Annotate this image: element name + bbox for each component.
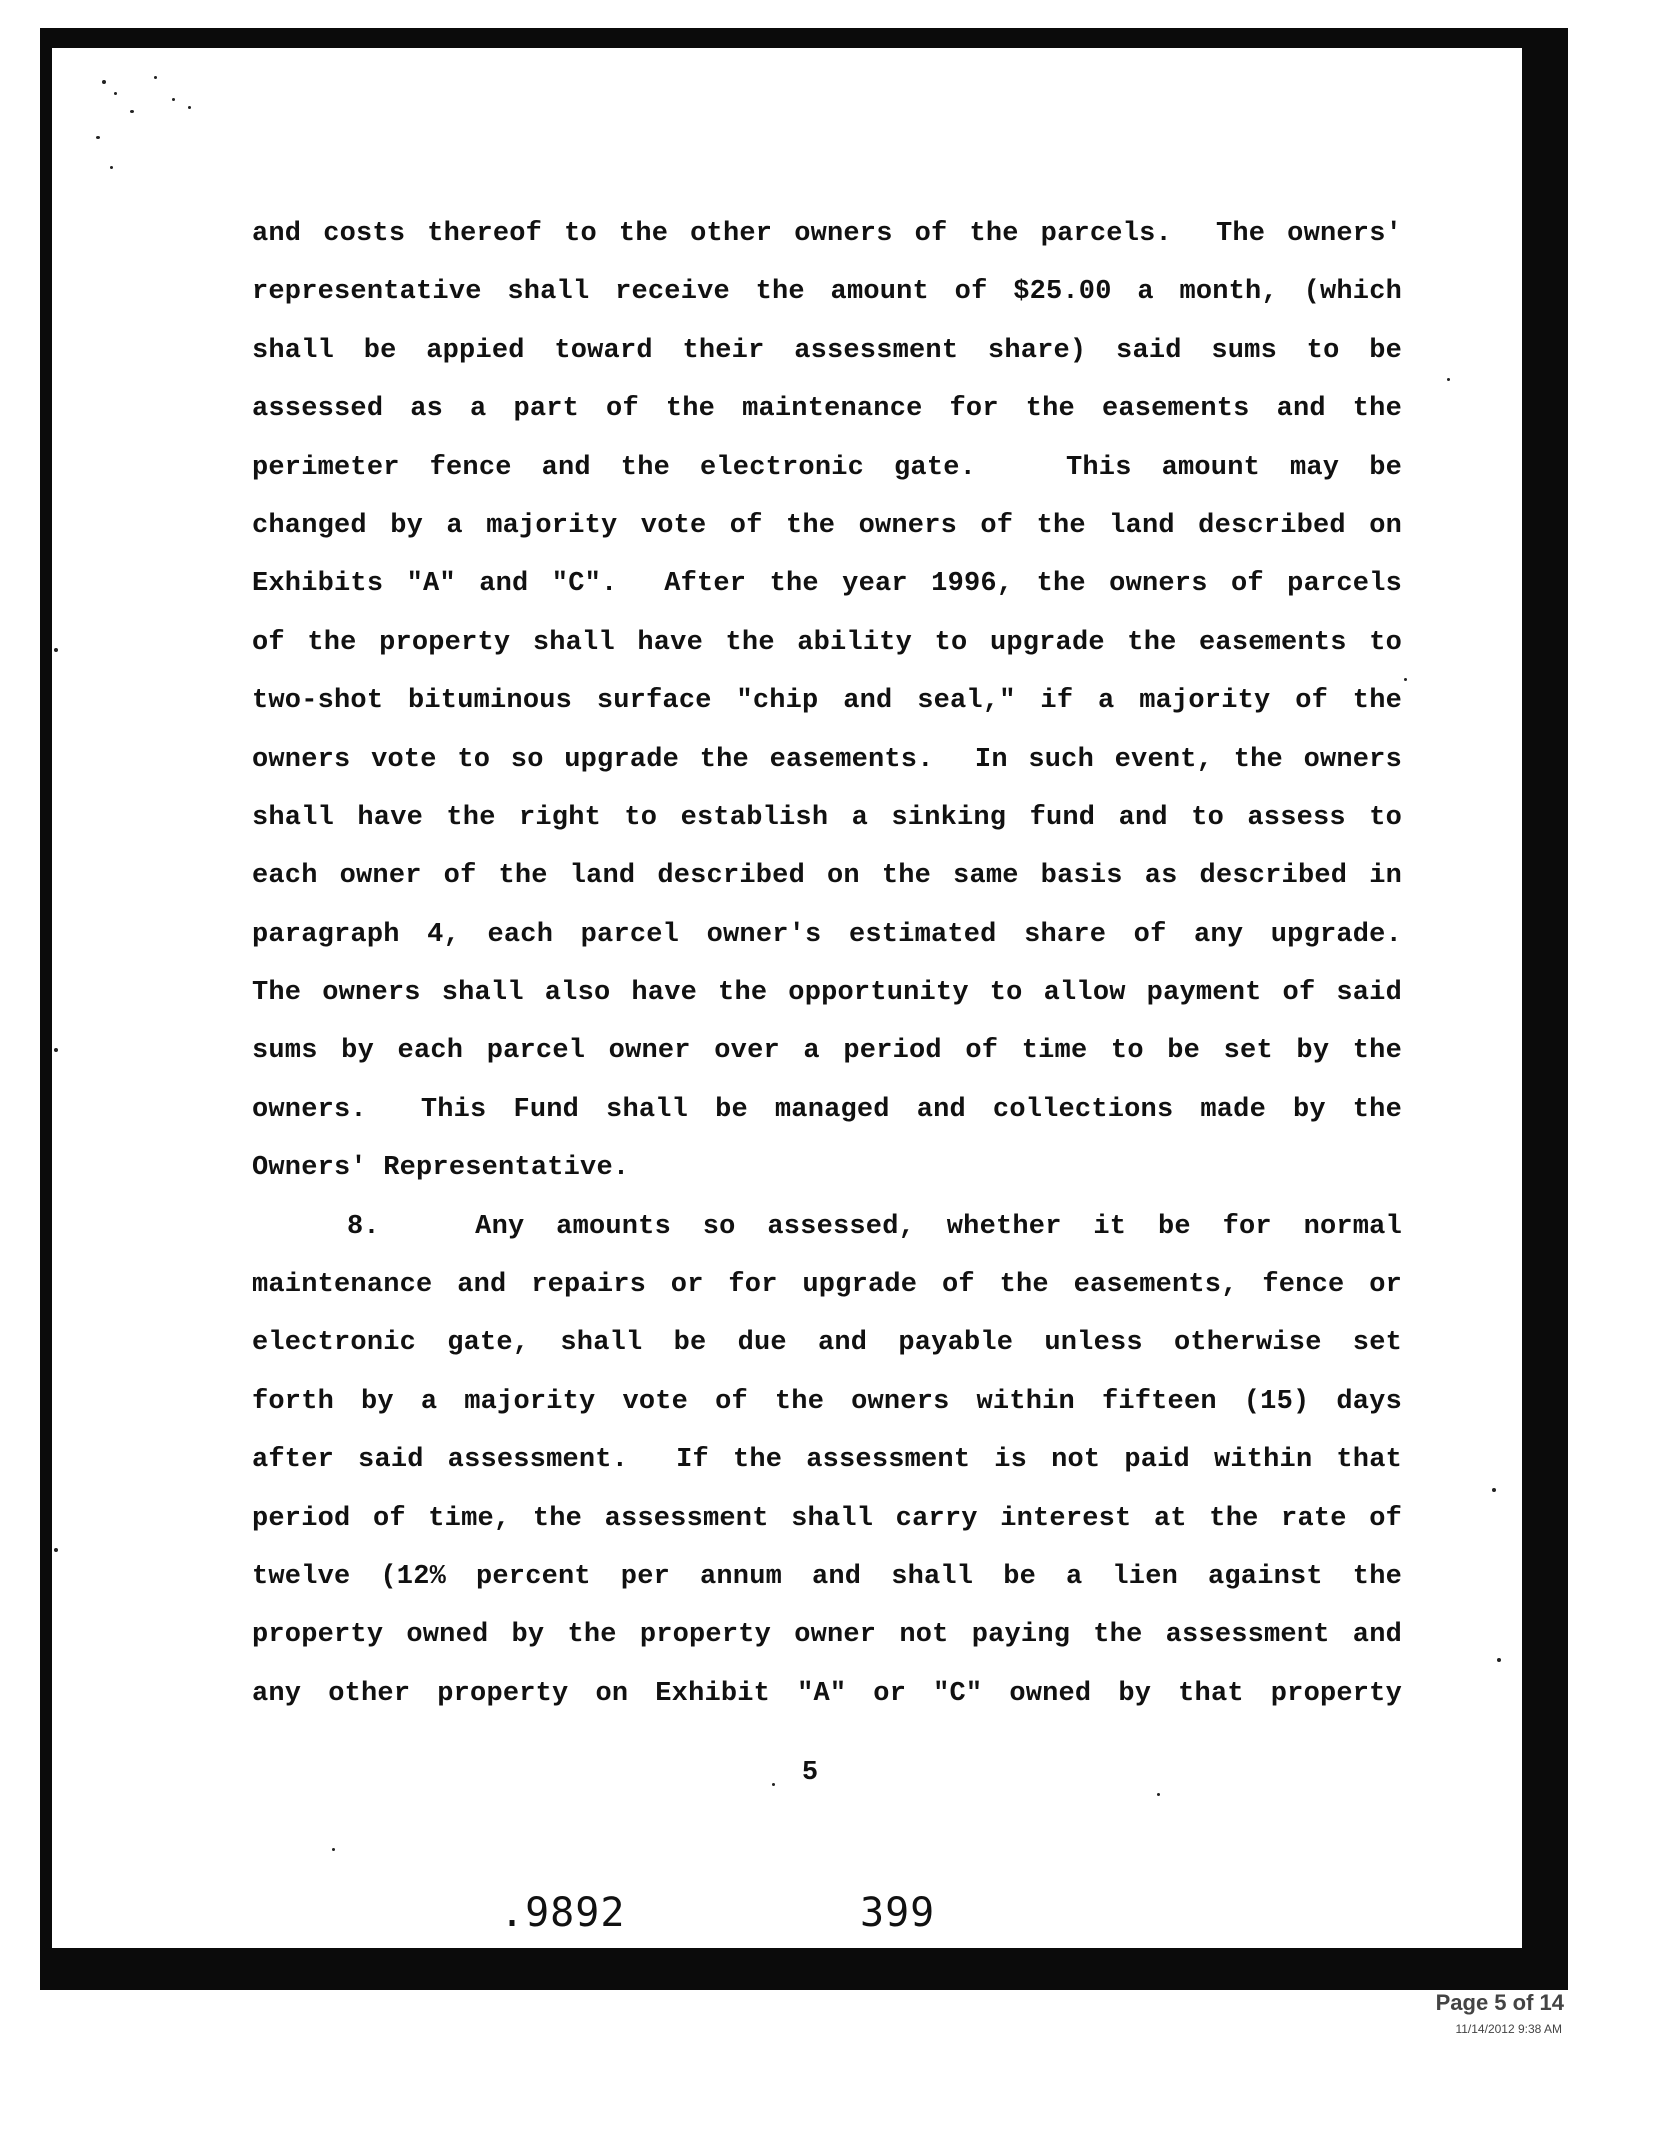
scan-speck [114, 92, 117, 95]
text-line: perimeter fence and the electronic gate. This amount may be [252, 452, 1402, 483]
text-line: of the property shall have the ability to upgrade the easements to [252, 627, 1402, 658]
text-line: Exhibits "A" and "C". After the year 1996, the owners of parcels [252, 569, 1402, 600]
scan-speck [188, 106, 191, 109]
text-line: each owner of the land described on the same basis as described in [252, 861, 1402, 892]
text-line: owners vote to so upgrade the easements. In such event, the owners [252, 744, 1402, 775]
scan-speck [154, 76, 157, 79]
text-line: The owners shall also have the opportunity to allow payment of said [252, 978, 1402, 1009]
scan-speck [1492, 1488, 1496, 1492]
text-line: forth by a majority vote of the owners within fifteen (15) days [252, 1386, 1402, 1417]
scan-speck [1497, 1658, 1501, 1662]
scan-speck [1404, 678, 1407, 681]
print-timestamp: 11/14/2012 9:38 AM [1455, 2022, 1562, 2036]
text-line: changed by a majority vote of the owners of the land described on [252, 510, 1402, 541]
document-body [252, 205, 1402, 1723]
scan-speck [96, 136, 100, 139]
text-line: two-shot bituminous surface "chip and seal," if a majority of the [252, 686, 1402, 717]
text-line: Owners' Representative. [252, 1153, 630, 1184]
text-line: representative shall receive the amount of $25.00 a month, (which [252, 277, 1402, 308]
scan-speck [110, 166, 113, 169]
paragraph-8-start: 8. Any amounts so assessed, whether it be for normal [347, 1211, 1402, 1242]
scan-speck [54, 1048, 58, 1052]
scan-speck [772, 1783, 775, 1786]
page-indicator: Page 5 of 14 [1435, 1990, 1564, 2015]
text-line: period of time, the assessment shall carry interest at the rate of [252, 1503, 1402, 1534]
scan-speck [102, 80, 106, 84]
text-line: property owned by the property owner not paying the assessment and [252, 1620, 1402, 1651]
text-line: shall be appied toward their assessment share) said sums to be [252, 335, 1402, 366]
scan-speck [1157, 1793, 1160, 1796]
recording-book-number: .9892 [500, 1890, 626, 1936]
page-number: 5 [801, 1758, 819, 1788]
scan-speck [130, 110, 134, 113]
scan-speck [54, 648, 58, 652]
scan-speck [54, 1548, 58, 1552]
text-line: maintenance and repairs or for upgrade of the easements, fence or [252, 1270, 1402, 1301]
text-line: paragraph 4, each parcel owner's estimated share of any upgrade. [252, 919, 1402, 950]
text-line: sums by each parcel owner over a period of time to be set by the [252, 1036, 1402, 1067]
text-line: electronic gate, shall be due and payable unless otherwise set [252, 1328, 1402, 1359]
text-line: owners. This Fund shall be managed and collections made by the [252, 1094, 1402, 1125]
text-line: after said assessment. If the assessment is not paid within that [252, 1445, 1402, 1476]
scan-speck [172, 98, 175, 101]
text-line: twelve (12% percent per annum and shall be a lien against the [252, 1561, 1402, 1592]
text-line: any other property on Exhibit "A" or "C" owned by that property [252, 1678, 1402, 1709]
scan-speck [332, 1848, 335, 1851]
text-line: assessed as a part of the maintenance for the easements and the [252, 394, 1402, 425]
recording-page-number: 399 [860, 1890, 936, 1936]
text-line: shall have the right to establish a sinking fund and to assess to [252, 802, 1402, 833]
text-line: and costs thereof to the other owners of the parcels. The owners' [252, 219, 1402, 249]
scan-speck [1447, 378, 1450, 381]
